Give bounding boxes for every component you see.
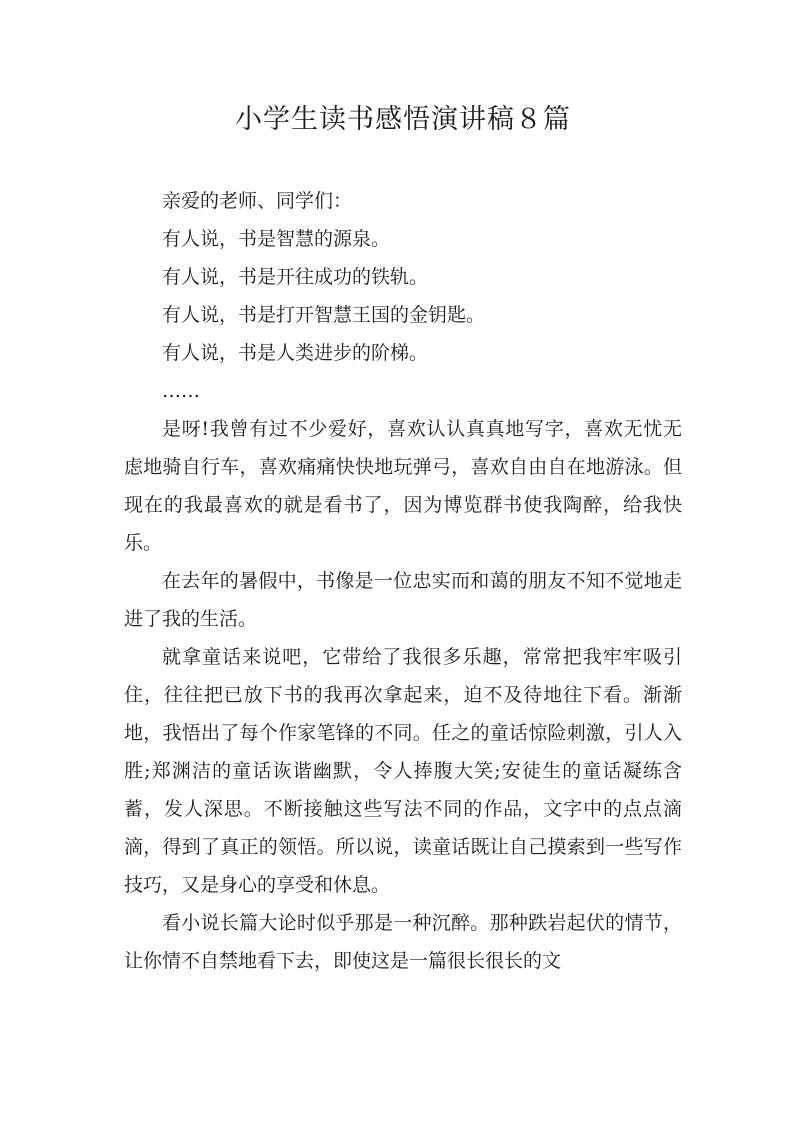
paragraph-novels: 看小说长篇大论时似乎那是一种沉醉。那种跌岩起伏的情节，让你情不自禁地看下去，即使这是一篇很长很长的文	[124, 912, 682, 972]
salutation-line: 亲爱的老师、同学们：	[162, 190, 353, 212]
paragraph-summer: 在去年的暑假中，书像是一位忠实而和蔼的朋友不知不觉地走进了我的生活。	[124, 570, 682, 630]
document-title: 小学生读书感悟演讲稿８篇	[235, 104, 571, 135]
paragraph-fairy-tales: 就拿童话来说吧，它带给了我很多乐趣，常常把我牢牢吸引住，往往把已放下书的我再次拿起来，迫不及待地往下看。渐渐地，我悟出了每个作家笔锋的不同。任之的童话惊险刺激，引人入胜;郑渊洁的童话诙谐幽默，令人捧腹大笑;安徒生的童话凝练含蓄，发人深思。不断接触这些写法不同的作品，文字中的点点滴滴，得到了真正的领悟。所以说，读童话既让自己摸索到一些写作技巧，又是身心的享受和休息。	[124, 646, 682, 896]
ellipsis-line: ……	[162, 380, 200, 402]
quote-line-4: 有人说，书是人类进步的阶梯。	[162, 342, 429, 364]
quote-line-3: 有人说，书是打开智慧王国的金钥匙。	[162, 304, 486, 326]
document-body	[124, 182, 682, 980]
quote-line-1: 有人说，书是智慧的源泉。	[162, 228, 391, 250]
quote-line-2: 有人说，书是开往成功的铁轨。	[162, 266, 429, 288]
paragraph-hobbies: 是呀!我曾有过不少爱好，喜欢认认真真地写字，喜欢无忧无虑地骑自行车，喜欢痛痛快快地玩弹弓，喜欢自由自在地游泳。但现在的我最喜欢的就是看书了，因为博览群书使我陶醉，给我快乐。	[124, 418, 682, 554]
